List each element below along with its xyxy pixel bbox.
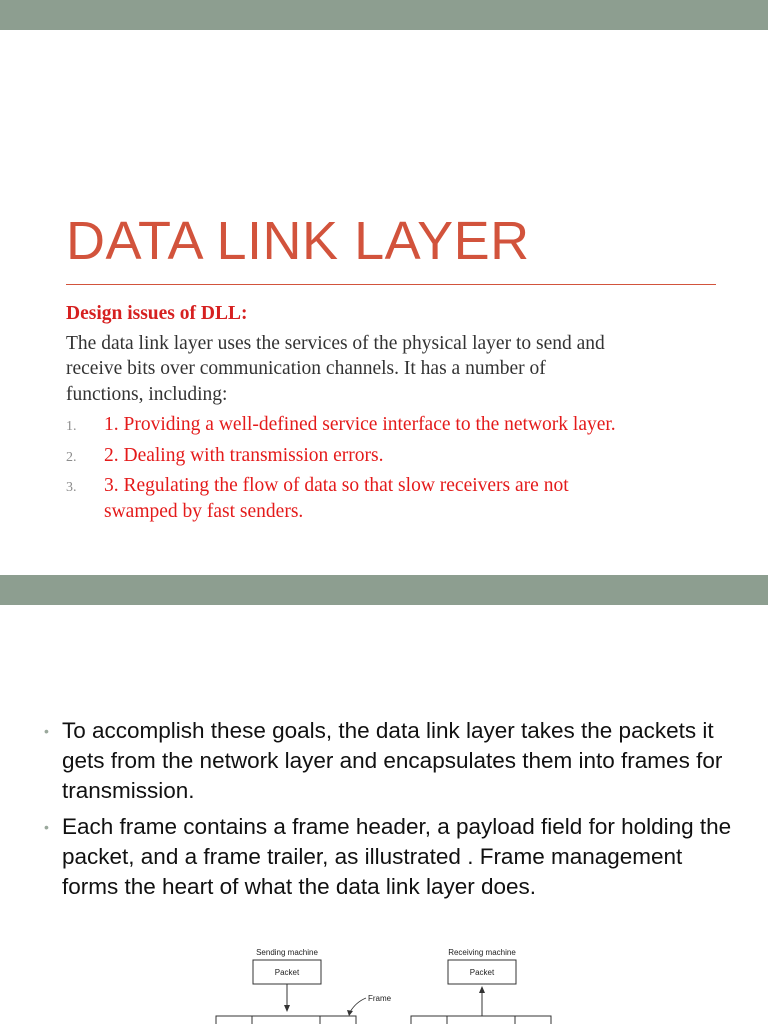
list-item xyxy=(66,443,626,469)
sending-machine-label: Sending machine xyxy=(256,948,318,957)
list-item-text: 3. Regulating the flow of data so that slow receivers are not swamped by fast senders. xyxy=(104,475,569,522)
list-number: 2. xyxy=(66,449,77,465)
receiving-frame-header xyxy=(411,1016,447,1024)
up-arrow-head xyxy=(479,986,485,993)
list-item-text: 1. Providing a well-defined service interface to the network layer. xyxy=(104,414,616,435)
section-heading: Design issues of DLL: xyxy=(66,303,248,324)
list-item xyxy=(44,812,734,902)
frame-label: Frame xyxy=(368,994,392,1003)
receiving-packet-label: Packet xyxy=(469,968,495,977)
slide-1-body xyxy=(66,301,626,529)
receiving-machine-label: Receiving machine xyxy=(448,948,516,957)
frame-pointer-head xyxy=(347,1010,353,1016)
bullet-list xyxy=(44,716,734,908)
sending-frame-payload xyxy=(252,1016,320,1024)
receiving-frame-trailer xyxy=(515,1016,551,1024)
slide-title: DATA LINK LAYER xyxy=(66,211,530,271)
bullet-icon: • xyxy=(44,819,49,835)
sending-frame-header xyxy=(216,1016,252,1024)
list-item xyxy=(66,412,626,438)
frame-pointer xyxy=(350,998,366,1012)
functions-list xyxy=(66,412,626,524)
intro-paragraph: The data link layer uses the services of the physical layer to send and receive bits over communication channels. It has a number of functions, including: xyxy=(66,332,605,405)
list-item xyxy=(66,473,626,524)
down-arrow-head xyxy=(284,1005,290,1012)
receiving-frame-payload xyxy=(447,1016,515,1024)
sending-packet-label: Packet xyxy=(274,968,300,977)
top-band xyxy=(0,0,768,30)
sending-frame-trailer xyxy=(320,1016,356,1024)
list-number: 3. xyxy=(66,480,77,495)
list-item xyxy=(44,716,734,806)
title-underline xyxy=(66,284,716,285)
bullet-text: To accomplish these goals, the data link layer takes the packets it gets from the network layer and encapsulates them into frames for transmission. xyxy=(62,718,723,803)
bullet-text: Each frame contains a frame header, a payload field for holding the packet, and a frame trailer, as illustrated . Frame management forms the heart of what the data link layer does. xyxy=(62,814,732,899)
slide-divider-band xyxy=(0,575,768,605)
bullet-icon: • xyxy=(44,723,49,739)
list-number: 1. xyxy=(66,419,77,434)
frame-diagram xyxy=(0,940,768,1024)
list-item-text: 2. Dealing with transmission errors. xyxy=(104,444,384,466)
